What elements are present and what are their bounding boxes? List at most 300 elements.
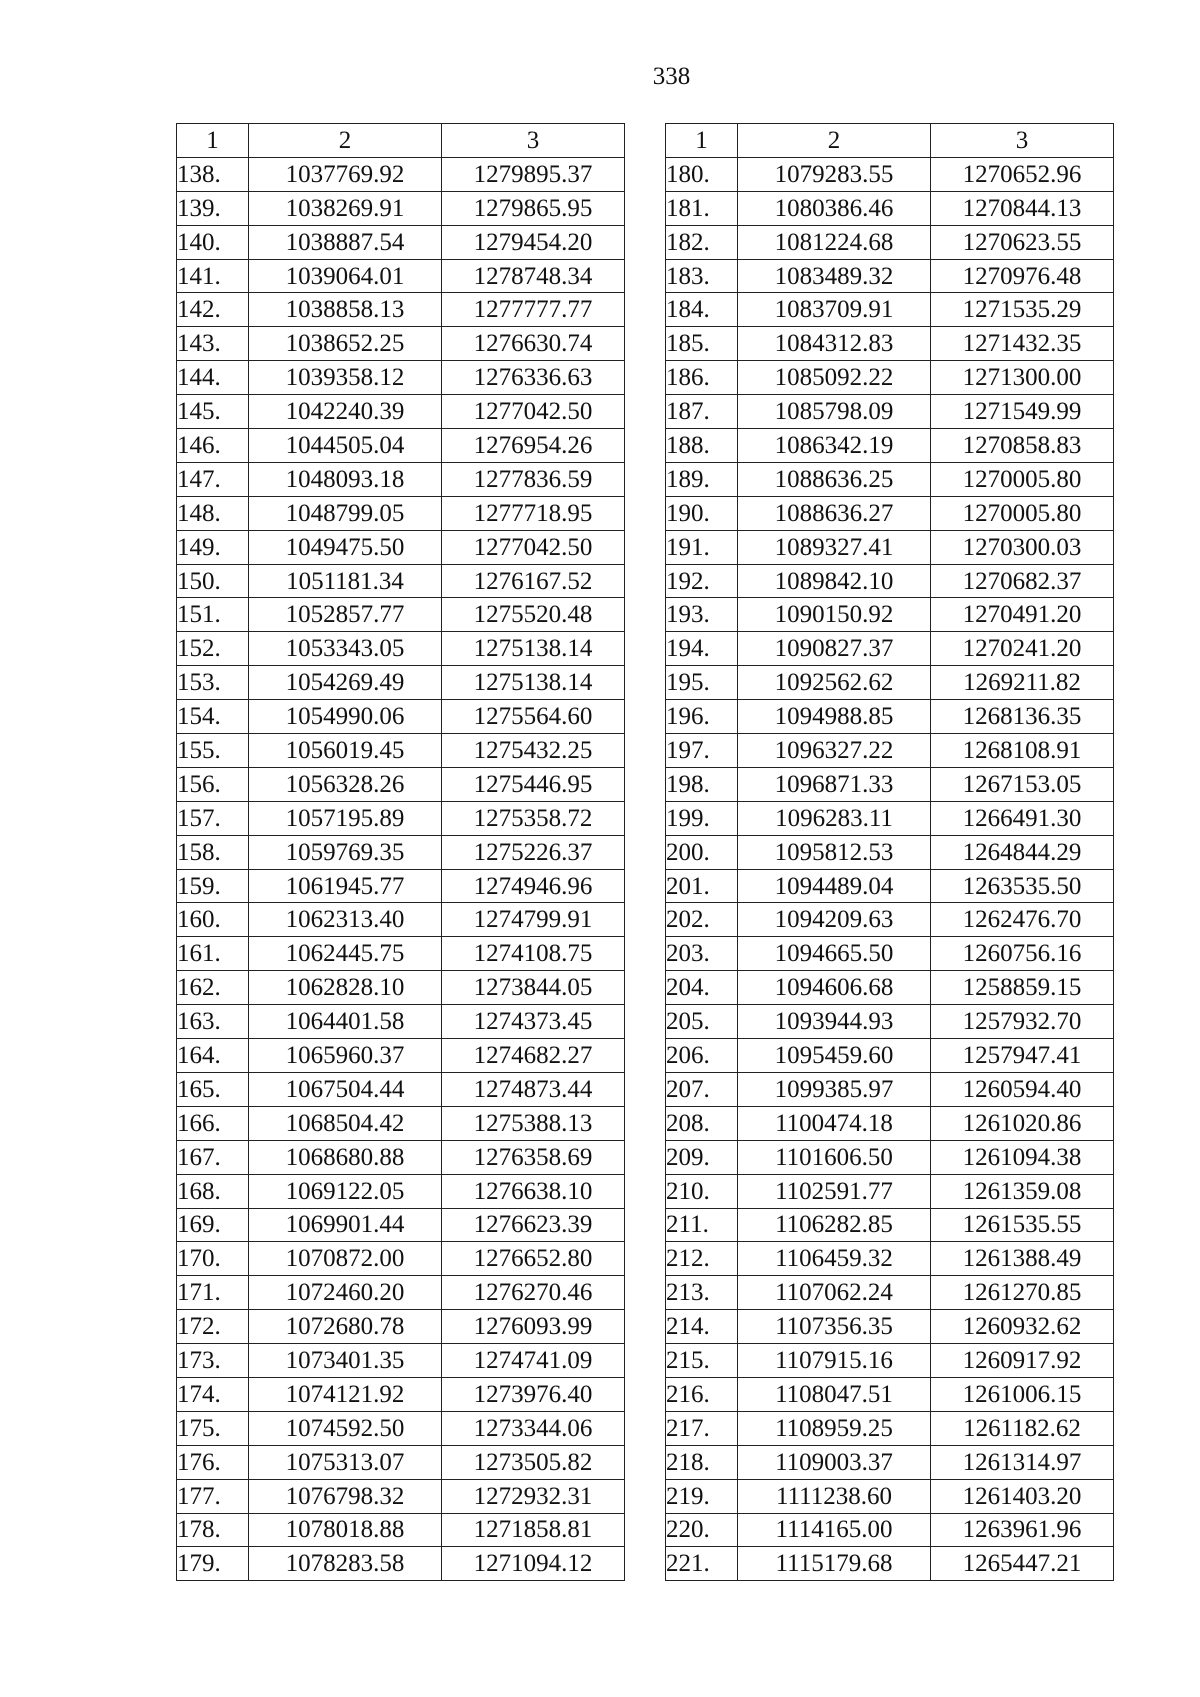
table-row [177, 598, 625, 632]
row-number: 193. [666, 598, 738, 632]
coordinate-y: 1275446.95 [442, 767, 625, 801]
coordinate-x: 1094209.63 [738, 903, 931, 937]
coordinate-x: 1049475.50 [249, 530, 442, 564]
row-number: 157. [177, 801, 249, 835]
coordinate-y: 1275388.13 [442, 1106, 625, 1140]
coordinate-x: 1094988.85 [738, 700, 931, 734]
table-row [666, 666, 1114, 700]
table-row [177, 429, 625, 463]
table-header-row [177, 124, 625, 158]
coordinate-x: 1057195.89 [249, 801, 442, 835]
table-row [177, 700, 625, 734]
coordinate-y: 1277836.59 [442, 462, 625, 496]
coordinate-x: 1039358.12 [249, 361, 442, 395]
row-number: 205. [666, 1005, 738, 1039]
coordinate-x: 1108959.25 [738, 1411, 931, 1445]
coordinate-y: 1275138.14 [442, 632, 625, 666]
coordinate-y: 1261314.97 [931, 1445, 1114, 1479]
row-number: 189. [666, 462, 738, 496]
coordinate-y: 1279895.37 [442, 157, 625, 191]
row-number: 202. [666, 903, 738, 937]
coordinate-y: 1260756.16 [931, 937, 1114, 971]
coordinate-y: 1270844.13 [931, 191, 1114, 225]
coordinate-y: 1258859.15 [931, 971, 1114, 1005]
row-number: 178. [177, 1513, 249, 1547]
coordinate-y: 1268136.35 [931, 700, 1114, 734]
table-row [666, 429, 1114, 463]
coordinate-y: 1261094.38 [931, 1140, 1114, 1174]
table-row [666, 598, 1114, 632]
coordinate-y: 1275520.48 [442, 598, 625, 632]
table-row [177, 395, 625, 429]
coordinate-y: 1270005.80 [931, 496, 1114, 530]
coordinate-y: 1272932.31 [442, 1479, 625, 1513]
table-row [177, 462, 625, 496]
coordinate-x: 1108047.51 [738, 1377, 931, 1411]
row-number: 147. [177, 462, 249, 496]
coordinate-y: 1260932.62 [931, 1310, 1114, 1344]
row-number: 160. [177, 903, 249, 937]
table-row [666, 734, 1114, 768]
coordinate-y: 1270623.55 [931, 225, 1114, 259]
coordinate-x: 1059769.35 [249, 835, 442, 869]
row-number: 214. [666, 1310, 738, 1344]
coordinate-y: 1261403.20 [931, 1479, 1114, 1513]
table-row [666, 293, 1114, 327]
table-row [666, 632, 1114, 666]
table-row [177, 937, 625, 971]
coordinate-x: 1065960.37 [249, 1039, 442, 1073]
row-number: 179. [177, 1547, 249, 1581]
coordinate-x: 1054990.06 [249, 700, 442, 734]
coordinate-x: 1068504.42 [249, 1106, 442, 1140]
coordinate-x: 1101606.50 [738, 1140, 931, 1174]
table-row [666, 1310, 1114, 1344]
coordinate-y: 1270241.20 [931, 632, 1114, 666]
coordinate-x: 1038269.91 [249, 191, 442, 225]
row-number: 201. [666, 869, 738, 903]
coordinate-y: 1276093.99 [442, 1310, 625, 1344]
table-row [177, 1242, 625, 1276]
row-number: 172. [177, 1310, 249, 1344]
row-number: 216. [666, 1377, 738, 1411]
table-row [177, 1005, 625, 1039]
table-body-left [177, 157, 625, 1580]
table-row [666, 1411, 1114, 1445]
coordinate-y: 1279454.20 [442, 225, 625, 259]
coordinate-x: 1084312.83 [738, 327, 931, 361]
coordinate-x: 1102591.77 [738, 1174, 931, 1208]
table-row [666, 971, 1114, 1005]
coordinate-y: 1261359.08 [931, 1174, 1114, 1208]
table-row [177, 801, 625, 835]
table-row [666, 1072, 1114, 1106]
coordinate-y: 1273344.06 [442, 1411, 625, 1445]
coordinate-x: 1099385.97 [738, 1072, 931, 1106]
table-row [177, 1513, 625, 1547]
coordinate-x: 1072680.78 [249, 1310, 442, 1344]
table-row [177, 869, 625, 903]
row-number: 155. [177, 734, 249, 768]
row-number: 152. [177, 632, 249, 666]
row-number: 206. [666, 1039, 738, 1073]
coordinate-x: 1094606.68 [738, 971, 931, 1005]
row-number: 200. [666, 835, 738, 869]
coordinate-y: 1276623.39 [442, 1208, 625, 1242]
row-number: 217. [666, 1411, 738, 1445]
row-number: 207. [666, 1072, 738, 1106]
coordinate-y: 1271094.12 [442, 1547, 625, 1581]
coordinate-x: 1079283.55 [738, 157, 931, 191]
coordinate-y: 1274373.45 [442, 1005, 625, 1039]
coordinate-y: 1274946.96 [442, 869, 625, 903]
table-row [666, 937, 1114, 971]
table-row [666, 361, 1114, 395]
row-number: 145. [177, 395, 249, 429]
coordinate-y: 1276652.80 [442, 1242, 625, 1276]
coordinate-y: 1261388.49 [931, 1242, 1114, 1276]
coordinate-x: 1094489.04 [738, 869, 931, 903]
row-number: 181. [666, 191, 738, 225]
column-header: 1 [177, 124, 249, 158]
coordinate-y: 1275358.72 [442, 801, 625, 835]
coordinate-x: 1061945.77 [249, 869, 442, 903]
coordinate-y: 1268108.91 [931, 734, 1114, 768]
coordinate-x: 1048093.18 [249, 462, 442, 496]
table-row [177, 632, 625, 666]
table-row [666, 564, 1114, 598]
coordinate-x: 1115179.68 [738, 1547, 931, 1581]
table-row [177, 496, 625, 530]
row-number: 139. [177, 191, 249, 225]
table-row [177, 734, 625, 768]
coordinate-y: 1270682.37 [931, 564, 1114, 598]
coordinate-x: 1039064.01 [249, 259, 442, 293]
row-number: 183. [666, 259, 738, 293]
table-row [666, 1377, 1114, 1411]
coordinate-x: 1053343.05 [249, 632, 442, 666]
coordinate-y: 1260594.40 [931, 1072, 1114, 1106]
coordinate-x: 1106282.85 [738, 1208, 931, 1242]
coordinate-y: 1270491.20 [931, 598, 1114, 632]
coordinates-table-left [176, 123, 625, 1581]
coordinate-x: 1083709.91 [738, 293, 931, 327]
row-number: 151. [177, 598, 249, 632]
table-row [666, 1242, 1114, 1276]
row-number: 212. [666, 1242, 738, 1276]
table-row [666, 869, 1114, 903]
coordinate-y: 1261020.86 [931, 1106, 1114, 1140]
coordinate-y: 1277718.95 [442, 496, 625, 530]
coordinate-y: 1262476.70 [931, 903, 1114, 937]
row-number: 198. [666, 767, 738, 801]
coordinate-x: 1088636.27 [738, 496, 931, 530]
coordinate-y: 1277042.50 [442, 530, 625, 564]
row-number: 219. [666, 1479, 738, 1513]
row-number: 184. [666, 293, 738, 327]
coordinate-x: 1085092.22 [738, 361, 931, 395]
row-number: 138. [177, 157, 249, 191]
coordinate-x: 1109003.37 [738, 1445, 931, 1479]
coordinate-y: 1274682.27 [442, 1039, 625, 1073]
table-row [177, 191, 625, 225]
table-row [177, 157, 625, 191]
table-row [666, 1039, 1114, 1073]
table-row [177, 1140, 625, 1174]
table-row [666, 530, 1114, 564]
row-number: 154. [177, 700, 249, 734]
coordinate-y: 1273505.82 [442, 1445, 625, 1479]
row-number: 195. [666, 666, 738, 700]
column-header: 1 [666, 124, 738, 158]
coordinate-x: 1062828.10 [249, 971, 442, 1005]
table-row [666, 327, 1114, 361]
table-row [666, 700, 1114, 734]
coordinate-y: 1277042.50 [442, 395, 625, 429]
coordinate-x: 1037769.92 [249, 157, 442, 191]
coordinate-y: 1275226.37 [442, 835, 625, 869]
row-number: 188. [666, 429, 738, 463]
row-number: 194. [666, 632, 738, 666]
coordinate-y: 1276336.63 [442, 361, 625, 395]
table-row [177, 293, 625, 327]
row-number: 180. [666, 157, 738, 191]
coordinate-x: 1085798.09 [738, 395, 931, 429]
coordinate-y: 1270652.96 [931, 157, 1114, 191]
table-row [177, 259, 625, 293]
row-number: 209. [666, 1140, 738, 1174]
coordinate-x: 1076798.32 [249, 1479, 442, 1513]
coordinate-y: 1270858.83 [931, 429, 1114, 463]
row-number: 190. [666, 496, 738, 530]
coordinate-x: 1072460.20 [249, 1276, 442, 1310]
coordinate-x: 1068680.88 [249, 1140, 442, 1174]
coordinate-y: 1277777.77 [442, 293, 625, 327]
coordinate-x: 1093944.93 [738, 1005, 931, 1039]
row-number: 166. [177, 1106, 249, 1140]
table-row [177, 1039, 625, 1073]
coordinate-y: 1271858.81 [442, 1513, 625, 1547]
table-row [666, 1174, 1114, 1208]
coordinate-x: 1042240.39 [249, 395, 442, 429]
table-row [177, 835, 625, 869]
coordinate-x: 1056328.26 [249, 767, 442, 801]
coordinate-x: 1096871.33 [738, 767, 931, 801]
table-row [177, 1174, 625, 1208]
coordinate-x: 1081224.68 [738, 225, 931, 259]
table-row [666, 903, 1114, 937]
coordinate-x: 1078018.88 [249, 1513, 442, 1547]
coordinate-x: 1089327.41 [738, 530, 931, 564]
table-row [177, 1479, 625, 1513]
coordinate-y: 1276954.26 [442, 429, 625, 463]
coordinate-x: 1089842.10 [738, 564, 931, 598]
coordinate-x: 1094665.50 [738, 937, 931, 971]
table-row [666, 1106, 1114, 1140]
coordinate-x: 1038887.54 [249, 225, 442, 259]
coordinate-y: 1276167.52 [442, 564, 625, 598]
coordinate-y: 1269211.82 [931, 666, 1114, 700]
coordinate-x: 1074592.50 [249, 1411, 442, 1445]
coordinate-x: 1111238.60 [738, 1479, 931, 1513]
coordinate-y: 1260917.92 [931, 1344, 1114, 1378]
coordinate-y: 1271432.35 [931, 327, 1114, 361]
row-number: 161. [177, 937, 249, 971]
coordinate-y: 1279865.95 [442, 191, 625, 225]
row-number: 199. [666, 801, 738, 835]
row-number: 210. [666, 1174, 738, 1208]
table-row [177, 1276, 625, 1310]
row-number: 171. [177, 1276, 249, 1310]
table-row [666, 767, 1114, 801]
coordinate-x: 1090150.92 [738, 598, 931, 632]
table-row [666, 1479, 1114, 1513]
coordinate-y: 1267153.05 [931, 767, 1114, 801]
coordinate-x: 1078283.58 [249, 1547, 442, 1581]
row-number: 211. [666, 1208, 738, 1242]
table-row [666, 835, 1114, 869]
table-row [177, 1445, 625, 1479]
table-row [177, 1411, 625, 1445]
coordinate-x: 1062313.40 [249, 903, 442, 937]
coordinate-y: 1273844.05 [442, 971, 625, 1005]
table-row [666, 801, 1114, 835]
table-row [177, 1310, 625, 1344]
coordinate-y: 1276358.69 [442, 1140, 625, 1174]
coordinate-x: 1067504.44 [249, 1072, 442, 1106]
table-row [177, 361, 625, 395]
coordinate-y: 1276270.46 [442, 1276, 625, 1310]
row-number: 153. [177, 666, 249, 700]
coordinate-y: 1270300.03 [931, 530, 1114, 564]
coordinate-x: 1095812.53 [738, 835, 931, 869]
row-number: 220. [666, 1513, 738, 1547]
row-number: 215. [666, 1344, 738, 1378]
row-number: 185. [666, 327, 738, 361]
coordinate-x: 1106459.32 [738, 1242, 931, 1276]
coordinate-x: 1062445.75 [249, 937, 442, 971]
coordinate-y: 1273976.40 [442, 1377, 625, 1411]
coordinate-y: 1263535.50 [931, 869, 1114, 903]
coordinate-x: 1073401.35 [249, 1344, 442, 1378]
coordinate-y: 1274799.91 [442, 903, 625, 937]
row-number: 196. [666, 700, 738, 734]
table-row [177, 903, 625, 937]
table-row [666, 1208, 1114, 1242]
row-number: 197. [666, 734, 738, 768]
table-row [177, 225, 625, 259]
table-row [666, 157, 1114, 191]
row-number: 173. [177, 1344, 249, 1378]
coordinate-y: 1275432.25 [442, 734, 625, 768]
row-number: 162. [177, 971, 249, 1005]
coordinate-x: 1052857.77 [249, 598, 442, 632]
column-header: 3 [931, 124, 1114, 158]
row-number: 146. [177, 429, 249, 463]
coordinate-x: 1069901.44 [249, 1208, 442, 1242]
table-row [177, 327, 625, 361]
coordinate-y: 1261535.55 [931, 1208, 1114, 1242]
table-row [177, 530, 625, 564]
coordinate-y: 1271300.00 [931, 361, 1114, 395]
row-number: 168. [177, 1174, 249, 1208]
table-row [666, 1005, 1114, 1039]
table-row [177, 1208, 625, 1242]
row-number: 150. [177, 564, 249, 598]
coordinate-x: 1069122.05 [249, 1174, 442, 1208]
coordinate-x: 1056019.45 [249, 734, 442, 768]
table-row [666, 1513, 1114, 1547]
row-number: 186. [666, 361, 738, 395]
table-row [177, 666, 625, 700]
coordinate-x: 1038858.13 [249, 293, 442, 327]
row-number: 149. [177, 530, 249, 564]
coordinate-x: 1070872.00 [249, 1242, 442, 1276]
row-number: 192. [666, 564, 738, 598]
coordinate-x: 1080386.46 [738, 191, 931, 225]
coordinate-x: 1054269.49 [249, 666, 442, 700]
coordinate-y: 1261006.15 [931, 1377, 1114, 1411]
coordinate-x: 1044505.04 [249, 429, 442, 463]
table-row [666, 191, 1114, 225]
row-number: 176. [177, 1445, 249, 1479]
coordinate-x: 1095459.60 [738, 1039, 931, 1073]
coordinate-y: 1274741.09 [442, 1344, 625, 1378]
coordinate-x: 1092562.62 [738, 666, 931, 700]
coordinate-x: 1051181.34 [249, 564, 442, 598]
row-number: 142. [177, 293, 249, 327]
coordinate-y: 1270976.48 [931, 259, 1114, 293]
table-row [177, 767, 625, 801]
row-number: 218. [666, 1445, 738, 1479]
table-row [177, 971, 625, 1005]
coordinate-x: 1088636.25 [738, 462, 931, 496]
coordinate-x: 1074121.92 [249, 1377, 442, 1411]
coordinate-y: 1265447.21 [931, 1547, 1114, 1581]
coordinate-y: 1278748.34 [442, 259, 625, 293]
row-number: 159. [177, 869, 249, 903]
row-number: 164. [177, 1039, 249, 1073]
table-body-right [666, 157, 1114, 1580]
row-number: 143. [177, 327, 249, 361]
row-number: 175. [177, 1411, 249, 1445]
coordinate-x: 1096283.11 [738, 801, 931, 835]
coordinate-x: 1096327.22 [738, 734, 931, 768]
coordinate-y: 1276630.74 [442, 327, 625, 361]
table-row [666, 1547, 1114, 1581]
row-number: 208. [666, 1106, 738, 1140]
table-row [666, 462, 1114, 496]
row-number: 156. [177, 767, 249, 801]
row-number: 163. [177, 1005, 249, 1039]
table-row [177, 564, 625, 598]
row-number: 165. [177, 1072, 249, 1106]
table-row [177, 1344, 625, 1378]
table-row [666, 225, 1114, 259]
coordinate-x: 1075313.07 [249, 1445, 442, 1479]
row-number: 203. [666, 937, 738, 971]
coordinate-y: 1266491.30 [931, 801, 1114, 835]
row-number: 213. [666, 1276, 738, 1310]
table-header-row [666, 124, 1114, 158]
coordinate-x: 1064401.58 [249, 1005, 442, 1039]
coordinate-x: 1100474.18 [738, 1106, 931, 1140]
coordinate-x: 1083489.32 [738, 259, 931, 293]
coordinate-y: 1276638.10 [442, 1174, 625, 1208]
table-row [177, 1106, 625, 1140]
page-number: 338 [652, 63, 691, 90]
row-number: 187. [666, 395, 738, 429]
